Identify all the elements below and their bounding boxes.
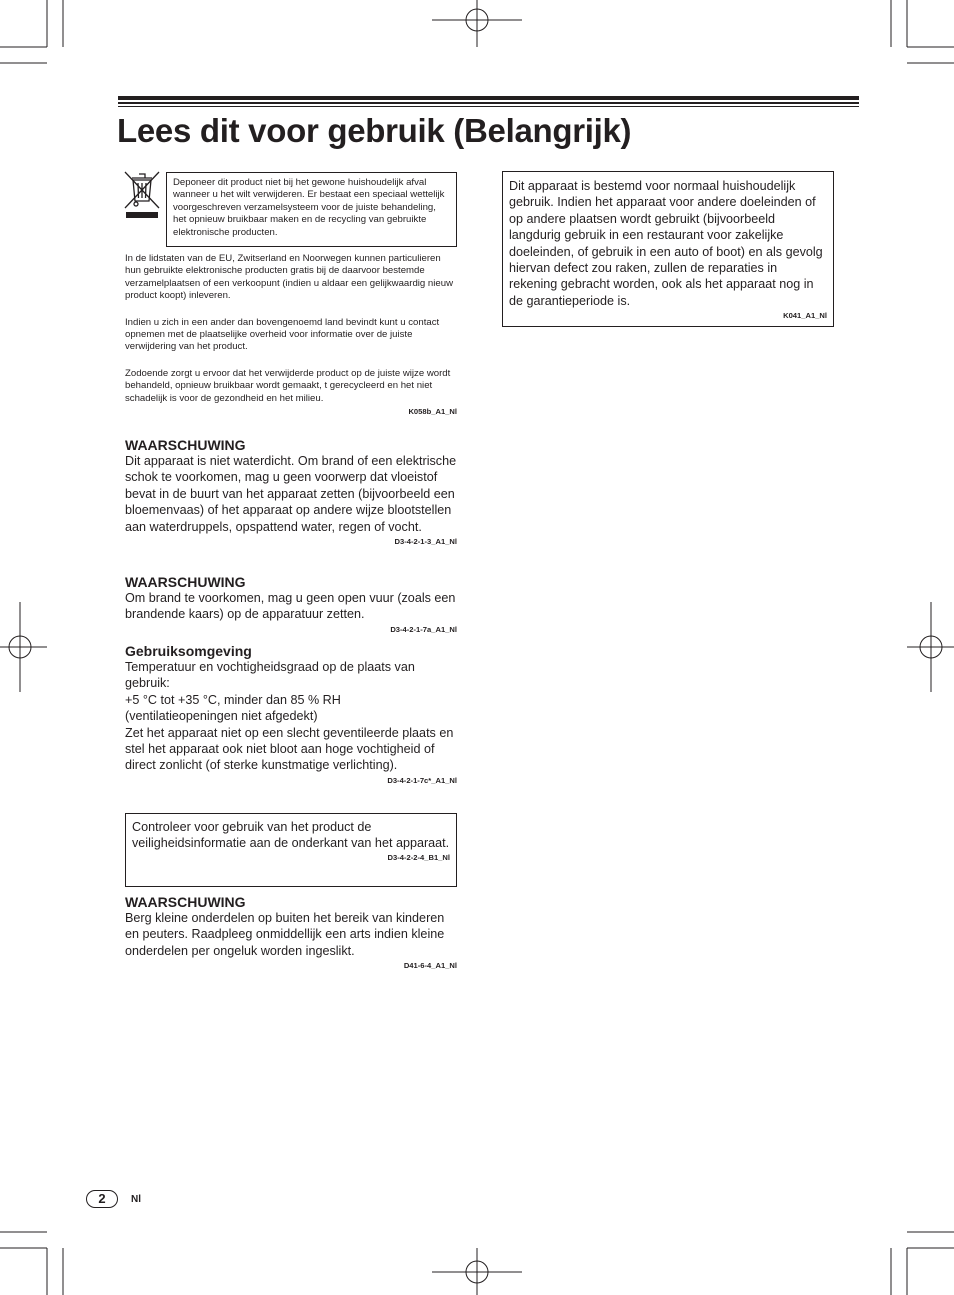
environment-section bbox=[125, 643, 457, 785]
title-rule-thick bbox=[118, 96, 859, 100]
household-use-text: Dit apparaat is bestemd voor normaal huishoudelijk gebruik. Indien het apparaat voor andere doeleinden of op andere plaatsen wordt gebruikt (bijvoorbeeld langdurig gebruik in een restaurant voor zakelijke doeleinden, of gebruik in een auto of boot) en als gevolg hiervan defect zou raken, zullen de reparaties in rekening gebracht worden, ook als het apparaat nog in de garantieperiode is. bbox=[509, 179, 823, 308]
page-number-badge: 2 bbox=[86, 1190, 118, 1208]
warning-water-heading: WAARSCHUWING bbox=[125, 437, 246, 453]
warning-small-parts-code: D41-6-4_A1_Nl bbox=[403, 961, 457, 971]
page-title: Lees dit voor gebruik (Belangrijk) bbox=[117, 112, 632, 149]
environment-line-2: +5 °C tot +35 °C, minder dan 85 % RH bbox=[125, 692, 341, 707]
language-code: Nl bbox=[131, 1194, 141, 1205]
environment-heading: Gebruiksomgeving bbox=[125, 643, 252, 659]
warning-water-text: Dit apparaat is niet waterdicht. Om brand of een elektrische schok te voorkomen, mag u geen voorwerp dat vloeistof bevat in de buurt van het apparaat zetten (bijvoorbeeld een bloemenvaas) of het apparaat op andere wijze blootstellen aan waterdruppels, opspattend water, regen of vocht. bbox=[125, 454, 457, 534]
disposal-info-section bbox=[125, 253, 457, 418]
environment-line-3: (ventilatieopeningen niet afgedekt) bbox=[125, 709, 318, 724]
environment-line-4: Zet het apparaat niet op een slecht geventileerde plaats en stel het apparaat ook niet bloot aan hoge vochtigheid of direct zonlicht (of sterke kunstmatige verlichting). bbox=[125, 725, 454, 773]
safety-info-code: D3-4-2-2-4_B1_Nl bbox=[387, 852, 450, 862]
disposal-code: K058b_A1_Nl bbox=[408, 407, 457, 417]
disposal-paragraph-1: In de lidstaten van de EU, Zwitserland en Noorwegen kunnen particulieren hun gebruikte elektronische producten gratis bij de daarvoor bestemde verzamelplaatsen of een verkoopunt (indien u aldaar een gelijkwaardig nieuw product koopt) inleveren. bbox=[125, 253, 453, 302]
title-rule-thin bbox=[118, 106, 859, 107]
warning-water-section bbox=[125, 437, 457, 546]
title-rule-mid bbox=[118, 102, 859, 104]
safety-info-box bbox=[125, 813, 457, 887]
environment-line-1: Temperatuur en vochtigheidsgraad op de plaats van gebruik: bbox=[125, 660, 415, 691]
crossed-out-wheelie-bin-icon bbox=[124, 170, 160, 220]
warning-fire-text: Om brand te voorkomen, mag u geen open vuur (zoals een brandende kaars) op de apparatuur zetten. bbox=[125, 591, 456, 622]
warning-water-code: D3-4-2-1-3_A1_Nl bbox=[394, 537, 457, 547]
warning-small-parts-heading: WAARSCHUWING bbox=[125, 894, 246, 910]
disposal-notice-box bbox=[166, 172, 457, 247]
disposal-paragraph-3: Zodoende zorgt u ervoor dat het verwijderde product op de juiste wijze wordt behandeld, opnieuw bruikbaar wordt gemaakt, t gerecycleerd en het niet schadelijk is voor de gezondheid en het milieu. bbox=[125, 367, 451, 404]
warning-small-parts-text: Berg kleine onderdelen op buiten het bereik van kinderen en peuters. Raadpleeg onmiddellijk een arts indien kleine onderdelen per ongeluk worden ingeslikt. bbox=[125, 911, 445, 958]
warning-fire-code: D3-4-2-1-7a_A1_Nl bbox=[390, 624, 457, 634]
safety-info-text: Controleer voor gebruik van het product de veiligheidsinformatie aan de onderkant van het apparaat. bbox=[132, 820, 450, 851]
warning-small-parts-section bbox=[125, 894, 457, 970]
household-use-box bbox=[502, 171, 834, 327]
warning-fire-heading: WAARSCHUWING bbox=[125, 574, 246, 590]
household-use-code: K041_A1_Nl bbox=[783, 311, 827, 321]
environment-code: D3-4-2-1-7c*_A1_Nl bbox=[387, 775, 457, 785]
warning-fire-section bbox=[125, 574, 457, 634]
disposal-notice-text: Deponeer dit product niet bij het gewone huishoudelijk afval wanneer u het wilt verwijderen. Er bestaat een speciaal wettelijk voorgeschreven verzamelsysteem voor de juiste behandeling, het opnieuw bruikbaar maken en de recycling van gebruikte elektronische producten. bbox=[173, 177, 445, 238]
disposal-paragraph-2: Indien u zich in een ander dan bovengenoemd land bevindt kunt u contact opnemen met de plaatselijke overheid voor informatie over de juiste verwijdering van het product. bbox=[125, 316, 440, 353]
